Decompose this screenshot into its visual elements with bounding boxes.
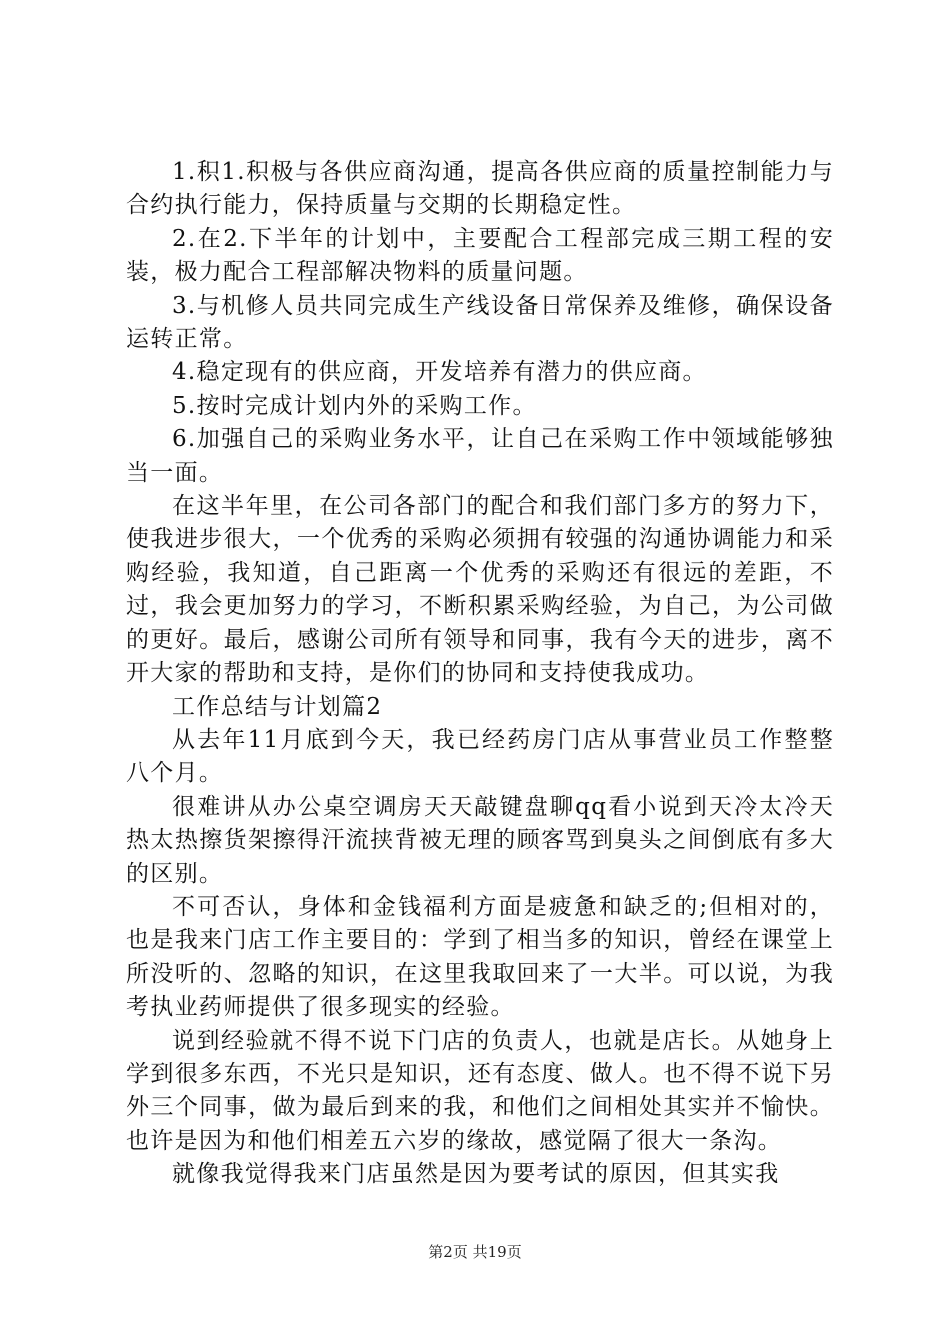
paragraph: 3.与机修人员共同完成生产线设备日常保养及维修，确保设备运转正常。 [126, 292, 834, 353]
paragraph: 4.稳定现有的供应商，开发培养有潜力的供应商。 [172, 359, 707, 386]
paragraph: 1.积1.积极与各供应商沟通，提高各供应商的质量控制能力与合约执行能力，保持质量与交期的长期稳定性。 [126, 159, 834, 219]
paragraph: 2.在2.下半年的计划中，主要配合工程部完成三期工程的安装，极力配合工程部解决物料的质量问题。 [126, 225, 834, 286]
document-body [126, 156, 834, 1192]
page-number-footer: 第2页 共19页 [428, 1243, 522, 1261]
paragraph: 就像我觉得我来门店虽然是因为要考试的原因，但其实我 [172, 1161, 780, 1188]
paragraph: 5.按时完成计划内外的采购工作。 [172, 392, 537, 419]
paragraph: 6.加强自己的采购业务水平，让自己在采购工作中领域能够独当一面。 [126, 426, 834, 486]
paragraph: 不可否认，身体和金钱福利方面是疲惫和缺乏的;但相对的，也是我来门店工作主要目的：学到了相当多的知识，曾经在课堂上所没听的、忽略的知识，在这里我取回来了一大半。可以说，为我考执业药师提供了很多现实的经验。 [126, 893, 834, 1021]
paragraph: 说到经验就不得不说下门店的负责人，也就是店长。从她身上学到很多东西，不光只是知识，还有态度、做人。也不得不说下另外三个同事，做为最后到来的我，和他们之间相处其实并不愉快。也许是因为和他们相差五六岁的缘故，感觉隔了很大一条沟。 [126, 1027, 834, 1154]
paragraph: 很难讲从办公桌空调房天天敲键盘聊qq看小说到天冷太冷天热太热擦货架擦得汗流挟背被无理的顾客骂到臭头之间倒底有多大的区别。 [126, 793, 834, 887]
paragraph: 在这半年里，在公司各部门的配合和我们部门多方的努力下，使我进步很大，一个优秀的采购必须拥有较强的沟通协调能力和采购经验，我知道，自己距离一个优秀的采购还有很远的差距，不过，我会更加努力的学习，不断积累采购经验，为自己，为公司做的更好。最后，感谢公司所有领导和同事，我有今天的进步，离不开大家的帮助和支持，是你们的协同和支持使我成功。 [126, 493, 834, 687]
section-heading: 工作总结与计划篇2 [172, 693, 383, 720]
paragraph: 从去年11月底到今天，我已经药房门店从事营业员工作整整八个月。 [126, 726, 834, 787]
